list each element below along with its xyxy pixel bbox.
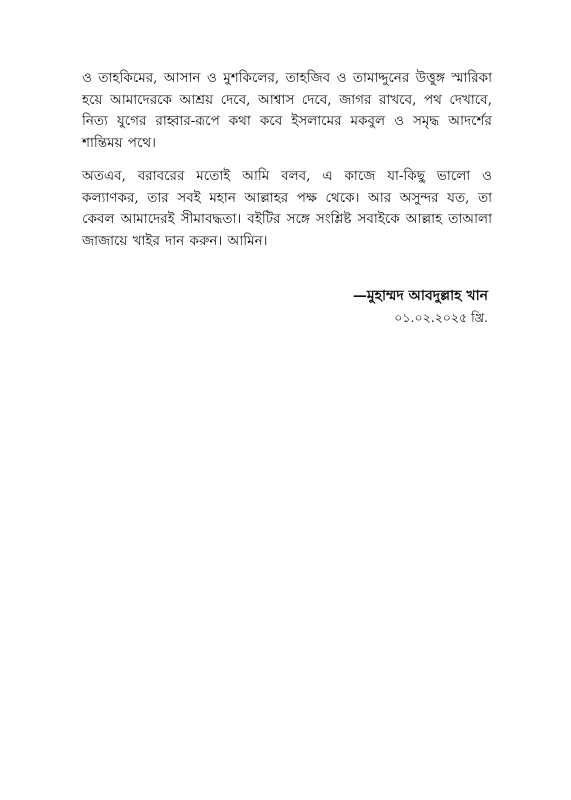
paragraph-2: অতএব, বরাবরের মতোই আমি বলব, এ কাজে যা-কিছু ভালো ও কল্যাণকর, তার সবই মহান আল্লাহর পক্ষ থেকে। আর অসুন্দর যত, তা কেবল আমাদেরই সীমাবদ্ধতা। বইটির সঙ্গে সংশ্লিষ্ট সবাইকে আল্লাহ তাআলা জাজায়ে খাইর দান করুন। আমিন। — [82, 168, 492, 249]
body-text — [82, 68, 492, 252]
paragraph-1: ও তাহকিমের, আসান ও মুশকিলের, তাহজিব ও তামাদ্দুনের উত্তুঙ্গ স্মারিকা হয়ে আমাদেরকে আশ্রয় দেবে, আশ্বাস দেবে, জাগর রাখবে, পথ দেখাবে, নিত্য যুগের রাহ্বার-রূপে কথা কবে ইসলামের মকবুল ও সমৃদ্ধ আদর্শের শান্তিময় পথে। — [82, 70, 492, 151]
signature-date: ০১.০২.২০২৫ খ্রি. — [394, 310, 488, 325]
author-signature: —মুহাম্মদ আবদুল্লাহ খান — [352, 288, 488, 304]
signature-block — [353, 286, 488, 328]
